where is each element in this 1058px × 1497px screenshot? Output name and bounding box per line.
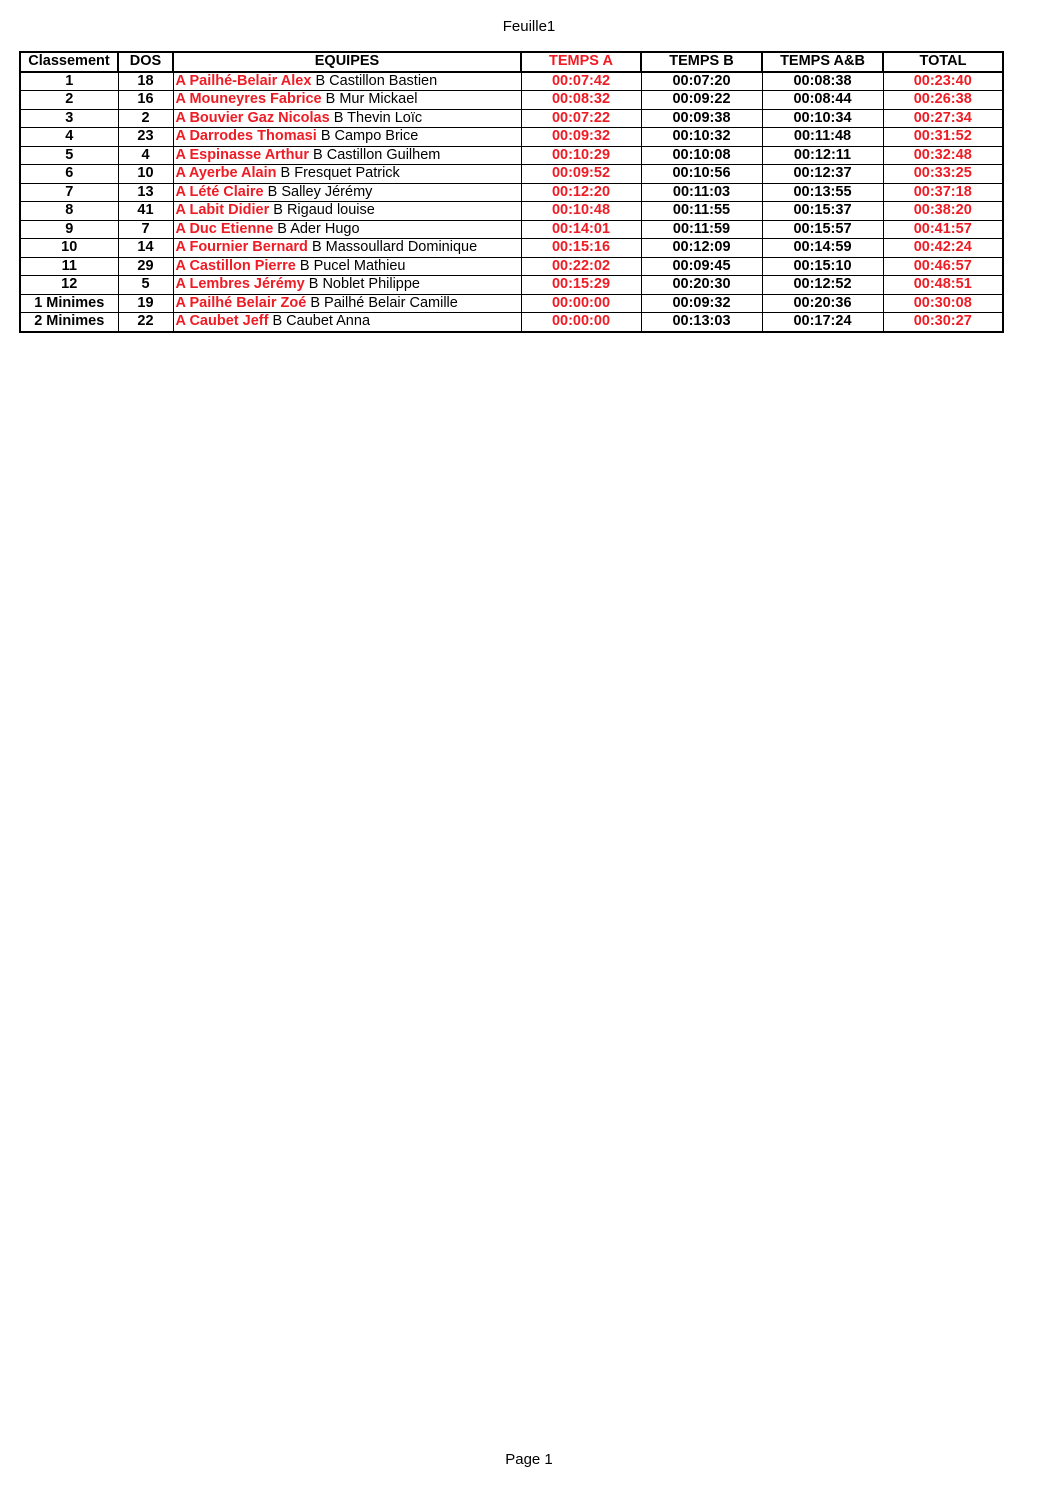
cell-dos: 19 — [118, 294, 173, 313]
team-member-b: B Pucel Mathieu — [299, 257, 406, 274]
team-member-a: A Fournier Bernard — [175, 239, 308, 256]
cell-rank: 8 — [20, 202, 118, 221]
team-member-b: B Pailhé Belair Camille — [310, 294, 458, 311]
header-temps-ab: TEMPS A&B — [762, 52, 883, 72]
cell-temps-b: 00:09:22 — [641, 91, 762, 110]
header-temps-a: TEMPS A — [521, 52, 641, 72]
cell-temps-a: 00:09:52 — [521, 165, 641, 184]
cell-temps-ab: 00:17:24 — [762, 313, 883, 332]
cell-temps-a: 00:12:20 — [521, 183, 641, 202]
cell-team — [173, 183, 521, 202]
cell-temps-a: 00:10:48 — [521, 202, 641, 221]
cell-rank: 9 — [20, 220, 118, 239]
header-row — [20, 52, 1003, 72]
team-member-a: A Pailhé-Belair Alex — [175, 72, 312, 89]
cell-rank: 5 — [20, 146, 118, 165]
cell-temps-ab: 00:13:55 — [762, 183, 883, 202]
cell-rank: 4 — [20, 128, 118, 147]
team-member-b: B Castillon Guilhem — [313, 146, 441, 163]
cell-temps-ab: 00:15:10 — [762, 257, 883, 276]
table-row — [20, 239, 1003, 258]
team-member-a: A Labit Didier — [175, 202, 270, 219]
cell-total: 00:37:18 — [883, 183, 1003, 202]
cell-temps-a: 00:09:32 — [521, 128, 641, 147]
cell-temps-a: 00:15:16 — [521, 239, 641, 258]
team-member-b: B Salley Jérémy — [267, 183, 373, 200]
cell-dos: 23 — [118, 128, 173, 147]
team-member-a: A Mouneyres Fabrice — [175, 91, 322, 108]
cell-temps-b: 00:12:09 — [641, 239, 762, 258]
team-member-b: B Rigaud louise — [273, 202, 375, 219]
cell-dos: 10 — [118, 165, 173, 184]
cell-rank: 1 — [20, 72, 118, 91]
cell-temps-a: 00:07:42 — [521, 72, 641, 91]
cell-temps-a: 00:08:32 — [521, 91, 641, 110]
team-member-b: B Massoullard Dominique — [311, 239, 478, 256]
cell-temps-b: 00:09:38 — [641, 109, 762, 128]
cell-total: 00:27:34 — [883, 109, 1003, 128]
cell-team — [173, 165, 521, 184]
cell-dos: 29 — [118, 257, 173, 276]
cell-total: 00:32:48 — [883, 146, 1003, 165]
team-member-a: A Lété Claire — [175, 183, 264, 200]
cell-team — [173, 276, 521, 295]
cell-team — [173, 202, 521, 221]
header-dos: DOS — [118, 52, 173, 72]
cell-total: 00:33:25 — [883, 165, 1003, 184]
header-equipes: EQUIPES — [173, 52, 521, 72]
cell-total: 00:38:20 — [883, 202, 1003, 221]
team-member-a: A Duc Etienne — [175, 220, 274, 237]
table-row — [20, 294, 1003, 313]
cell-dos: 2 — [118, 109, 173, 128]
cell-dos: 22 — [118, 313, 173, 332]
page-footer: Page 1 — [505, 1451, 553, 1468]
cell-temps-ab: 00:14:59 — [762, 239, 883, 258]
cell-team — [173, 128, 521, 147]
table-row — [20, 183, 1003, 202]
cell-total: 00:42:24 — [883, 239, 1003, 258]
team-member-a: A Caubet Jeff — [175, 313, 269, 330]
table-row — [20, 257, 1003, 276]
cell-team — [173, 220, 521, 239]
cell-team — [173, 313, 521, 332]
table-row — [20, 276, 1003, 295]
cell-total: 00:48:51 — [883, 276, 1003, 295]
cell-total: 00:31:52 — [883, 128, 1003, 147]
cell-temps-ab: 00:08:38 — [762, 72, 883, 91]
cell-temps-b: 00:11:59 — [641, 220, 762, 239]
team-member-b: B Campo Brice — [320, 128, 419, 145]
cell-temps-b: 00:20:30 — [641, 276, 762, 295]
cell-team — [173, 257, 521, 276]
cell-dos: 14 — [118, 239, 173, 258]
cell-team — [173, 239, 521, 258]
cell-temps-a: 00:00:00 — [521, 294, 641, 313]
team-member-b: B Thevin Loïc — [333, 109, 423, 126]
cell-temps-a: 00:14:01 — [521, 220, 641, 239]
team-member-a: A Espinasse Arthur — [175, 146, 309, 163]
table-row — [20, 220, 1003, 239]
cell-total: 00:30:08 — [883, 294, 1003, 313]
cell-rank: 11 — [20, 257, 118, 276]
cell-temps-ab: 00:11:48 — [762, 128, 883, 147]
team-member-a: A Ayerbe Alain — [175, 165, 277, 182]
cell-team — [173, 146, 521, 165]
cell-total: 00:41:57 — [883, 220, 1003, 239]
cell-temps-a: 00:10:29 — [521, 146, 641, 165]
cell-temps-b: 00:10:56 — [641, 165, 762, 184]
cell-temps-ab: 00:08:44 — [762, 91, 883, 110]
table-row — [20, 72, 1003, 91]
table-row — [20, 109, 1003, 128]
table-row — [20, 202, 1003, 221]
team-member-b: B Fresquet Patrick — [280, 165, 400, 182]
table-header — [20, 52, 1003, 72]
cell-team — [173, 294, 521, 313]
table-row — [20, 128, 1003, 147]
cell-temps-ab: 00:20:36 — [762, 294, 883, 313]
cell-temps-b: 00:09:32 — [641, 294, 762, 313]
results-table — [19, 51, 1004, 333]
cell-temps-a: 00:07:22 — [521, 109, 641, 128]
cell-total: 00:23:40 — [883, 72, 1003, 91]
cell-dos: 5 — [118, 276, 173, 295]
cell-temps-ab: 00:10:34 — [762, 109, 883, 128]
table-body — [20, 72, 1003, 332]
cell-dos: 7 — [118, 220, 173, 239]
team-member-b: B Ader Hugo — [277, 220, 360, 237]
team-member-a: A Castillon Pierre — [175, 257, 296, 274]
cell-temps-ab: 00:12:52 — [762, 276, 883, 295]
table-row — [20, 313, 1003, 332]
cell-team — [173, 109, 521, 128]
cell-rank: 12 — [20, 276, 118, 295]
team-member-b: B Noblet Philippe — [308, 276, 421, 293]
cell-total: 00:46:57 — [883, 257, 1003, 276]
cell-rank: 10 — [20, 239, 118, 258]
cell-temps-b: 00:07:20 — [641, 72, 762, 91]
cell-temps-b: 00:09:45 — [641, 257, 762, 276]
cell-temps-b: 00:11:03 — [641, 183, 762, 202]
cell-rank: 2 — [20, 91, 118, 110]
cell-temps-b: 00:10:32 — [641, 128, 762, 147]
team-member-b: B Caubet Anna — [272, 313, 371, 330]
team-member-a: A Bouvier Gaz Nicolas — [175, 109, 330, 126]
team-member-b: B Mur Mickael — [325, 91, 418, 108]
cell-rank: 3 — [20, 109, 118, 128]
cell-dos: 13 — [118, 183, 173, 202]
cell-total: 00:26:38 — [883, 91, 1003, 110]
table-row — [20, 165, 1003, 184]
cell-temps-b: 00:11:55 — [641, 202, 762, 221]
cell-temps-a: 00:15:29 — [521, 276, 641, 295]
cell-dos: 18 — [118, 72, 173, 91]
cell-rank: 6 — [20, 165, 118, 184]
cell-temps-ab: 00:12:11 — [762, 146, 883, 165]
team-member-a: A Darrodes Thomasi — [175, 128, 317, 145]
cell-team — [173, 91, 521, 110]
cell-temps-ab: 00:15:37 — [762, 202, 883, 221]
cell-temps-b: 00:10:08 — [641, 146, 762, 165]
cell-dos: 16 — [118, 91, 173, 110]
header-total: TOTAL — [883, 52, 1003, 72]
cell-temps-ab: 00:12:37 — [762, 165, 883, 184]
team-member-a: A Lembres Jérémy — [175, 276, 305, 293]
cell-rank: 1 Minimes — [20, 294, 118, 313]
cell-rank: 7 — [20, 183, 118, 202]
team-member-b: B Castillon Bastien — [315, 72, 438, 89]
cell-team — [173, 72, 521, 91]
header-classement: Classement — [20, 52, 118, 72]
header-temps-b: TEMPS B — [641, 52, 762, 72]
cell-dos: 41 — [118, 202, 173, 221]
sheet-title: Feuille1 — [502, 18, 556, 35]
cell-dos: 4 — [118, 146, 173, 165]
cell-temps-a: 00:00:00 — [521, 313, 641, 332]
cell-temps-a: 00:22:02 — [521, 257, 641, 276]
cell-total: 00:30:27 — [883, 313, 1003, 332]
cell-temps-b: 00:13:03 — [641, 313, 762, 332]
table-row — [20, 91, 1003, 110]
cell-temps-ab: 00:15:57 — [762, 220, 883, 239]
table-row — [20, 146, 1003, 165]
cell-rank: 2 Minimes — [20, 313, 118, 332]
team-member-a: A Pailhé Belair Zoé — [175, 294, 307, 311]
